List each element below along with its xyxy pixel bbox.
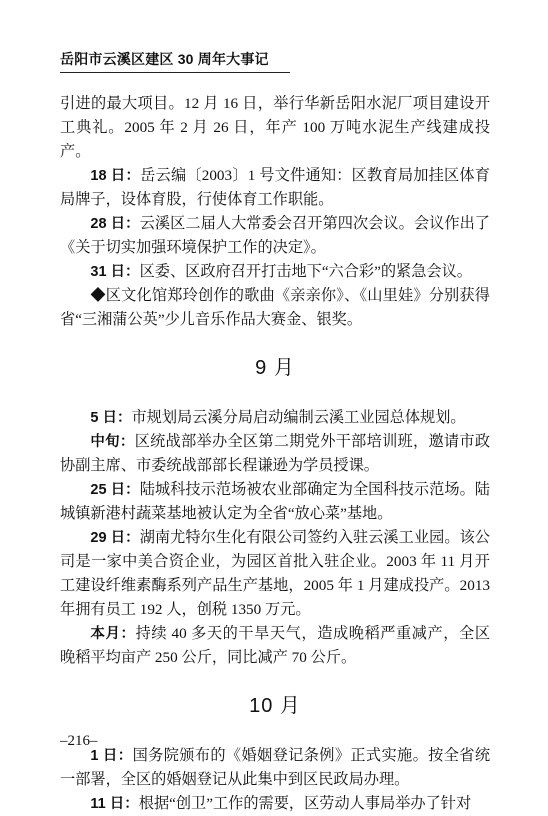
entry-date: 28 日： xyxy=(90,216,140,232)
entry-text: 国务院颁布的《婚姻登记条例》正式实施。按全省统一部署，全区的婚姻登记从此集中到区民政局办理。 xyxy=(60,747,491,788)
entry-date: 29 日： xyxy=(90,530,140,546)
entry-paragraph xyxy=(60,260,490,284)
entry-text: ◆区文化馆郑玲创作的歌曲《亲亲你》、《山里娃》分别获得省“三湘蒲公英”少儿音乐作品大赛金、银奖。 xyxy=(60,287,490,328)
entry-text: 区统战部举办全区第二期党外干部培训班，邀请市政协副主席、市委统战部部长程谦逊为学员授课。 xyxy=(60,433,491,474)
entry-date: 本月： xyxy=(90,626,136,642)
entry-paragraph xyxy=(60,212,490,260)
entry-date: 中旬： xyxy=(90,434,135,450)
entry-text: 市规划局云溪分局启动编制云溪工业园总体规划。 xyxy=(131,409,466,426)
entry-paragraph xyxy=(60,622,490,670)
entry-paragraph xyxy=(60,284,490,332)
page-number: –216– xyxy=(60,733,98,749)
entry-date: 18 日： xyxy=(90,168,141,184)
entry-paragraph xyxy=(60,164,490,212)
entry-date: 25 日： xyxy=(90,482,140,498)
entry-paragraph xyxy=(60,744,490,792)
entry-date: 31 日： xyxy=(90,264,140,280)
header-rule xyxy=(60,72,290,73)
continuation-paragraph: 引进的最大项目。12 月 16 日，举行华新岳阳水泥厂项目建设开工典礼。2005 年 2 月 26 日，年产 100 万吨水泥生产线建成投产。 xyxy=(60,95,490,160)
entry-text: 湖南尤特尔生化有限公司签约入驻云溪工业园。该公司是一家中美合资企业，为园区首批入驻企业。2003 年 11 月开工建设纤维素酶系列产品生产基地，2005 年 1 月建成投产。2013 年拥有员工 192 人，创税 1350 万元。 xyxy=(60,529,490,618)
entry-date: 1 日： xyxy=(90,748,133,764)
entry-text: 陆城科技示范场被农业部确定为全国科技示范场。陆城镇新港村蔬菜基地被认定为全省“放心菜”基地。 xyxy=(60,481,490,522)
entry-text: 云溪区二届人大常委会召开第四次会议。会议作出了《关于切实加强环境保护工作的决定》。 xyxy=(60,215,490,256)
entry-paragraph xyxy=(60,792,490,816)
entry-text: 岳云编〔2003〕1 号文件通知：区教育局加挂区体育局牌子，设体育股，行使体育工作职能。 xyxy=(60,167,490,208)
entry-paragraph xyxy=(60,526,490,622)
entry-text: 根据“创卫”工作的需要，区劳动人事局举办了针对 xyxy=(138,795,472,812)
entry-paragraph xyxy=(60,430,490,478)
entry-text: 持续 40 多天的干旱天气，造成晚稻严重减产，全区晚稻平均亩产 250 公斤，同比减产 70 公斤。 xyxy=(60,625,491,666)
entry-date: 5 日： xyxy=(90,410,132,426)
running-header: 岳阳市云溪区建区 30 周年大事记 xyxy=(60,51,269,67)
entry-date: 11 日： xyxy=(90,796,139,812)
month-heading-september: 9 月 xyxy=(255,357,295,379)
month-heading-october: 10 月 xyxy=(249,695,301,717)
entry-text: 区委、区政府召开打击地下“六合彩”的紧急会议。 xyxy=(139,263,472,280)
entry-paragraph xyxy=(60,478,490,526)
entry-paragraph xyxy=(60,406,490,430)
document-body xyxy=(60,92,490,816)
